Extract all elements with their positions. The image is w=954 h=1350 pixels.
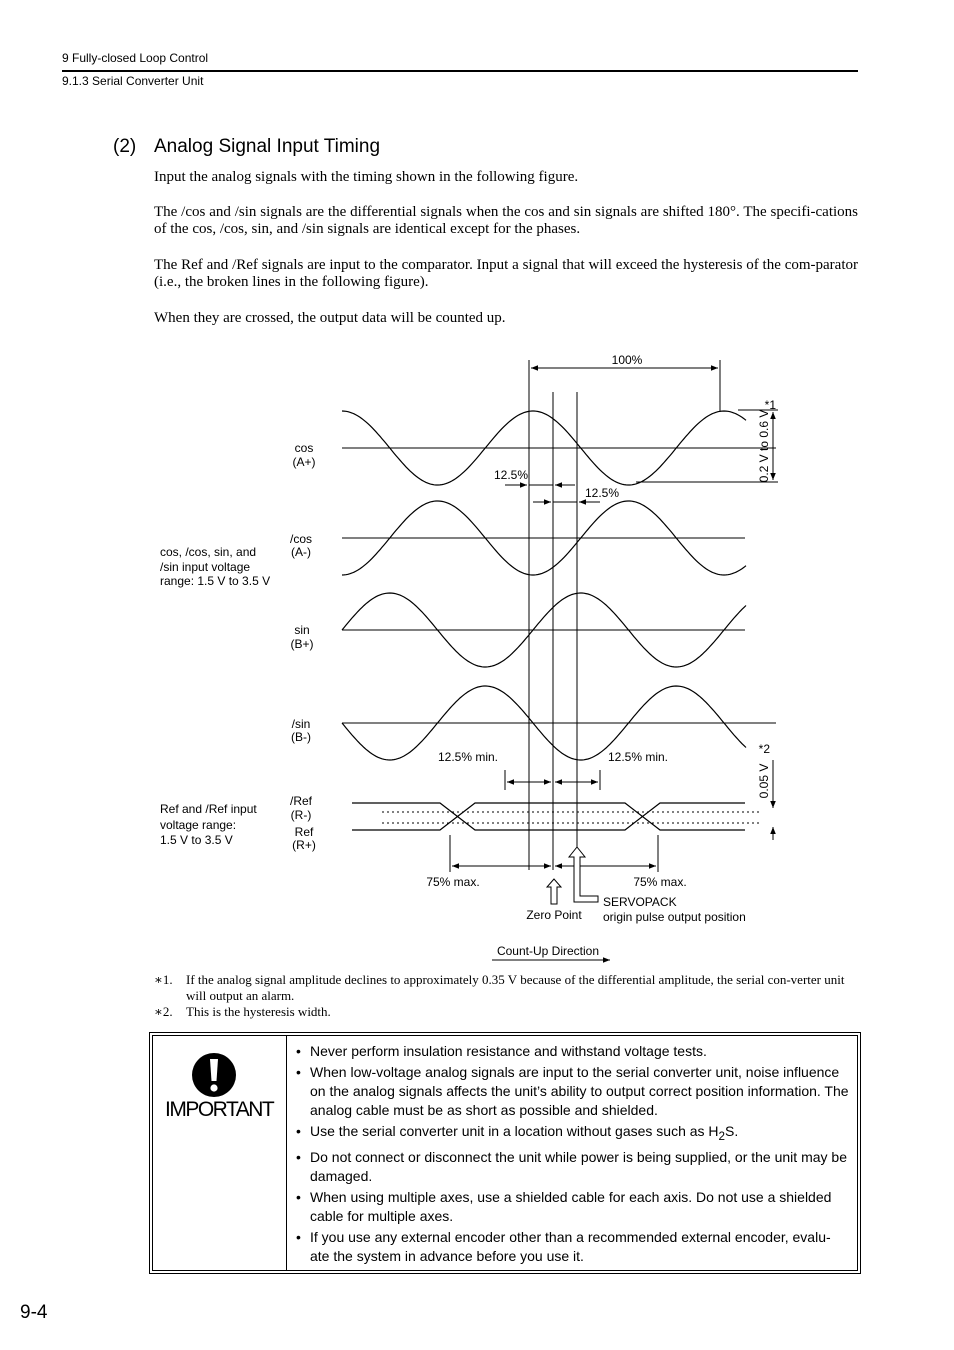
ref-note-line: Ref and /Ref input — [160, 802, 257, 816]
ref-waveform — [352, 803, 745, 830]
paragraph: The /cos and /sin signals are the differential signals when the cos and sin signals are shifted 180°. The specifi-cations of the cos, /cos, sin, and /sin signals are identical except for the phases. — [154, 204, 858, 237]
zero-point-arrow-icon — [547, 879, 561, 904]
paragraph: Input the analog signals with the timing shown in the following figure. — [154, 169, 579, 185]
servopack-label: origin pulse output position — [603, 910, 746, 924]
range-note-line: cos, /cos, sin, and — [160, 545, 257, 559]
exclamation-icon — [191, 1052, 237, 1098]
origin-pulse-arrow-icon — [569, 847, 598, 902]
footnote-mark: ∗1. — [154, 972, 173, 987]
cos-pin: (A+) — [292, 455, 316, 469]
section-title: Analog Signal Input Timing — [154, 136, 381, 157]
footnote-mark: ∗2. — [154, 1004, 173, 1019]
phase-label-left: 12.5% — [493, 468, 529, 482]
important-label: IMPORTANT — [165, 1098, 274, 1121]
ncos-pin: (A-) — [291, 545, 311, 559]
ncos-name: /cos — [289, 532, 313, 546]
timing-diagram — [0, 340, 954, 970]
h2s-subscript: 2 — [718, 1129, 726, 1143]
page-number: 9-4 — [20, 1302, 48, 1323]
important-divider — [286, 1036, 287, 1270]
paragraph: The Ref and /Ref signals are input to the comparator. Input a signal that will exceed the hysteresis of the com-parator (i.e., the broken lines in the following figure). — [154, 257, 858, 290]
footnote-text: This is the hysteresis width. — [186, 1004, 331, 1019]
footnote — [154, 1004, 858, 1020]
sin-name: sin — [294, 623, 310, 637]
servopack-label: SERVOPACK — [603, 895, 677, 909]
h2s-prefix: Use the serial converter unit in a location without gases such as H — [310, 1123, 719, 1139]
footnote — [154, 972, 858, 1004]
section-number: (2) — [113, 136, 137, 157]
note2-value: 0.05 V — [757, 763, 771, 799]
h2s-suffix: S. — [725, 1123, 739, 1139]
cos-name: cos — [294, 441, 314, 455]
range-note-line: /sin input voltage — [160, 560, 251, 574]
nref-pin: (R-) — [290, 808, 312, 822]
important-item: • Never perform insulation resistance and withstand voltage tests. — [296, 1042, 849, 1061]
phase-label-right: 12.5% — [584, 486, 620, 500]
important-box — [152, 1035, 858, 1271]
min-label-right: 12.5% min. — [607, 750, 669, 764]
sin-pin: (B+) — [290, 637, 314, 651]
period-label: 100% — [611, 353, 643, 367]
header-section: 9.1.3 Serial Converter Unit — [62, 74, 204, 88]
note1-mark: *1 — [764, 398, 776, 412]
nref-waveform — [352, 803, 745, 830]
nref-name: /Ref — [289, 794, 313, 808]
footnote-text: If the analog signal amplitude declines to approximately 0.35 V because of the differential amplitude, the serial con-verter unit will output an alarm. — [186, 972, 845, 1003]
zero-point-label: Zero Point — [526, 908, 582, 922]
min-label-left: 12.5% min. — [437, 750, 499, 764]
important-item — [296, 1122, 849, 1146]
important-item: • When using multiple axes, use a shielded cable for each axis. Do not use a shielded cable for multiple axes. — [296, 1188, 849, 1226]
range-note-line: range: 1.5 V to 3.5 V — [160, 574, 271, 588]
note2-mark: *2 — [758, 742, 770, 756]
important-item: • Do not connect or disconnect the unit while power is being supplied, or the unit may be damaged. — [296, 1148, 849, 1186]
ref-note-line: voltage range: — [160, 818, 237, 832]
nsin-name: /sin — [291, 717, 311, 731]
header-rule — [62, 70, 858, 72]
max-label-left: 75% max. — [426, 875, 480, 889]
note1-value: 0.2 V to 0.6 V — [757, 409, 771, 483]
section-heading — [113, 136, 380, 158]
nsin-pin: (B-) — [291, 730, 311, 744]
paragraph: When they are crossed, the output data will be counted up. — [154, 310, 506, 326]
important-item: • If you use any external encoder other than a recommended external encoder, evalu-ate the system in advance before you use it. — [296, 1228, 849, 1266]
important-list — [296, 1042, 849, 1268]
header-chapter: 9 Fully-closed Loop Control — [62, 51, 209, 65]
ref-name: Ref — [294, 825, 314, 839]
important-item: • When low-voltage analog signals are input to the serial converter unit, noise influence on the analog signals affects the unit’s ability to output correct position information. The analog cable must be as short as possible and shielded. — [296, 1063, 849, 1120]
ref-note-line: 1.5 V to 3.5 V — [160, 833, 233, 847]
count-up-label: Count-Up Direction — [496, 944, 600, 958]
ref-pin: (R+) — [292, 838, 316, 852]
max-label-right: 75% max. — [633, 875, 687, 889]
